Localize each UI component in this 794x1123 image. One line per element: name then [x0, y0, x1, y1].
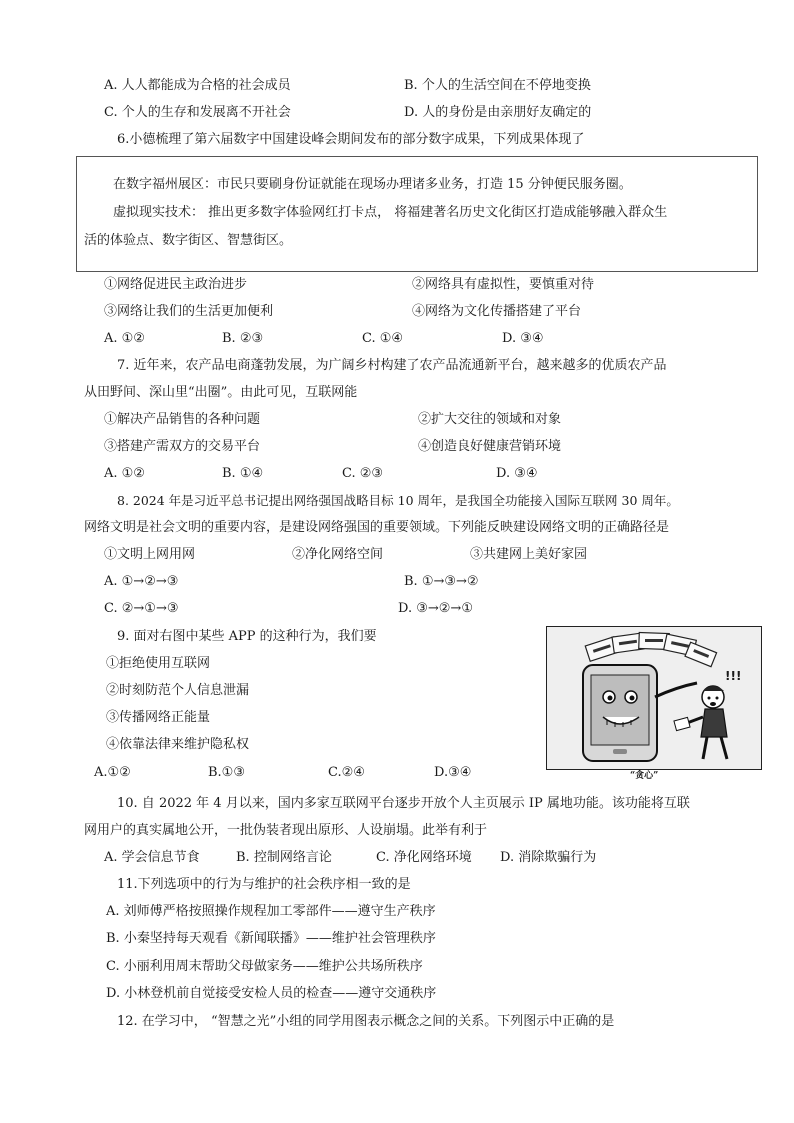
- q9-stem: 9. 面对右图中某些 APP 的这种行为，我们要: [117, 629, 377, 644]
- q5-option-a: A. 人人都能成为合格的社会成员: [104, 78, 291, 93]
- q6-material-line-3: 活的体验点、数字街区、智慧街区。: [84, 233, 293, 248]
- q8-stem-line-1: 8. 2024 年是习近平总书记提出网络强国战略目标 10 周年，是我国全功能接入国际互联网 30 周年。: [117, 493, 679, 508]
- greedy-app-cartoon-illustration: [547, 627, 761, 769]
- q11-option-a: A. 刘师傅严格按照操作规程加工零部件——遵守生产秩序: [106, 904, 436, 919]
- q8-option-d: D. ③→②→①: [398, 601, 473, 616]
- q8-statement-2: ②净化网络空间: [292, 547, 384, 562]
- q6-material-line-2: 虚拟现实技术： 推出更多数字体验网红打卡点， 将福建著名历史文化街区打造成能够融入群众生: [113, 205, 668, 220]
- q7-option-b: B. ①④: [222, 466, 264, 481]
- q6-material-line-1: 在数字福州展区：市民只要刷身份证就能在现场办理诸多业务，打造 15 分钟便民服务圈。: [113, 177, 632, 192]
- q10-stem-line-2: 网用户的真实属地公开，一批伪装者现出原形、人设崩塌。此举有利于: [84, 823, 488, 838]
- q5-option-b: B. 个人的生活空间在不停地变换: [404, 78, 591, 93]
- q9-cartoon: [546, 626, 762, 770]
- q7-stem-line-2: 从田野间、深山里“出圈”。由此可见，互联网能: [84, 385, 358, 400]
- q7-option-c: C. ②③: [342, 466, 384, 481]
- q8-option-b: B. ①→③→②: [404, 574, 479, 589]
- q7-statement-4: ④创造良好健康营销环境: [418, 439, 562, 454]
- q6-option-d: D. ③④: [502, 331, 544, 346]
- q9-statement-2: ②时刻防范个人信息泄漏: [106, 683, 250, 698]
- q8-stem-line-2: 网络文明是社会文明的重要内容，是建设网络强国的重要领域。下列能反映建设网络文明的正确路径是: [84, 520, 670, 535]
- q6-statement-4: ④网络为文化传播搭建了平台: [412, 304, 582, 319]
- q10-option-b: B. 控制网络言论: [236, 850, 332, 865]
- q8-option-a: A. ①→②→③: [104, 574, 179, 589]
- q6-option-c: C. ①④: [362, 331, 404, 346]
- q6-statement-3: ③网络让我们的生活更加便利: [104, 304, 274, 319]
- q6-statement-2: ②网络具有虚拟性，要慎重对待: [412, 277, 595, 292]
- q11-option-b: B. 小秦坚持每天观看《新闻联播》——维护社会管理秩序: [106, 931, 436, 946]
- q9-option-b: B.①③: [208, 765, 245, 780]
- q9-statement-3: ③传播网络正能量: [106, 710, 211, 725]
- q6-statement-1: ①网络促进民主政治进步: [104, 277, 248, 292]
- q9-option-d: D.③④: [434, 765, 472, 780]
- q7-statement-1: ①解决产品销售的各种问题: [104, 412, 261, 427]
- q11-stem: 11.下列选项中的行为与维护的社会秩序相一致的是: [117, 877, 411, 892]
- q5-option-d: D. 人的身份是由亲朋好友确定的: [404, 105, 592, 120]
- q7-option-a: A. ①②: [104, 466, 145, 481]
- q10-stem-line-1: 10. 自 2022 年 4 月以来，国内多家互联网平台逐步开放个人主页展示 IP 属地功能。该功能将互联: [117, 796, 690, 811]
- q12-stem: 12. 在学习中， “智慧之光”小组的同学用图表示概念之间的关系。下列图示中正确的是: [117, 1014, 615, 1029]
- q8-option-c: C. ②→①→③: [104, 601, 179, 616]
- q10-option-c: C. 净化网络环境: [376, 850, 472, 865]
- q7-option-d: D. ③④: [496, 466, 538, 481]
- q11-option-d: D. 小林登机前自觉接受安检人员的检查——遵守交通秩序: [106, 986, 437, 1001]
- q9-option-c: C.②④: [328, 765, 365, 780]
- cartoon-caption: “贪心”: [630, 771, 659, 781]
- q6-option-b: B. ②③: [222, 331, 264, 346]
- q9-option-a: A.①②: [94, 765, 131, 780]
- q7-stem-line-1: 7. 近年来，农产品电商蓬勃发展，为广阔乡村构建了农产品流通新平台，越来越多的优质农产品: [117, 358, 667, 373]
- q7-statement-2: ②扩大交往的领域和对象: [418, 412, 562, 427]
- q6-stem: 6.小德梳理了第六届数字中国建设峰会期间发布的部分数字成果，下列成果体现了: [117, 132, 585, 147]
- q10-option-a: A. 学会信息节食: [104, 850, 200, 865]
- q5-option-c: C. 个人的生存和发展离不开社会: [104, 105, 291, 120]
- q8-statement-1: ①文明上网用网: [104, 547, 196, 562]
- q11-option-c: C. 小丽利用周末帮助父母做家务——维护公共场所秩序: [106, 959, 423, 974]
- q9-statement-1: ①拒绝使用互联网: [106, 656, 211, 671]
- q7-statement-3: ③搭建产需双方的交易平台: [104, 439, 261, 454]
- q9-statement-4: ④依靠法律来维护隐私权: [106, 737, 250, 752]
- cartoon-exclaim: !!!: [725, 669, 742, 683]
- q10-option-d: D. 消除欺骗行为: [500, 850, 597, 865]
- q6-option-a: A. ①②: [104, 331, 145, 346]
- q8-statement-3: ③共建网上美好家园: [470, 547, 588, 562]
